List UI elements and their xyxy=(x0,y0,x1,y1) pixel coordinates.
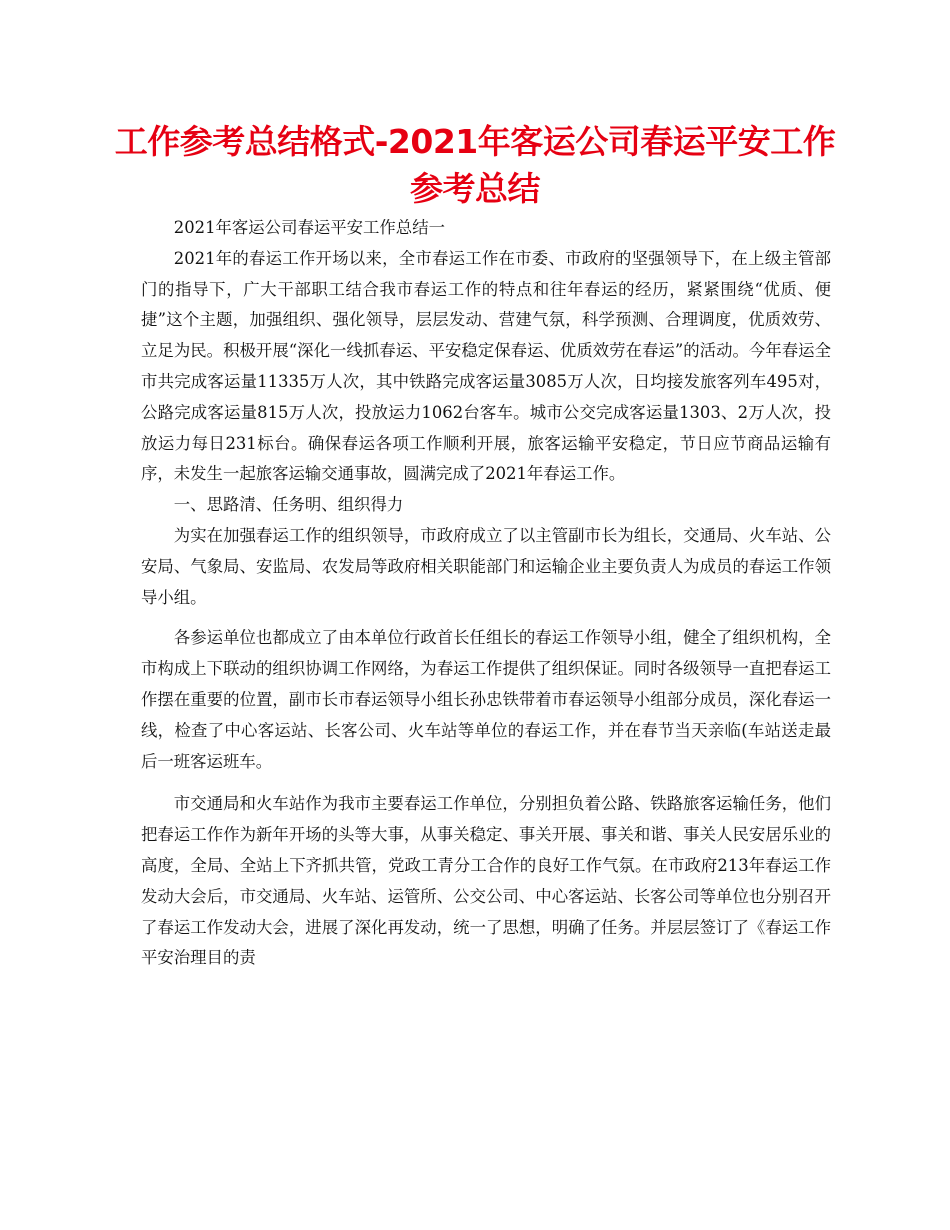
section-heading: 一、思路清、任务明、组织得力 xyxy=(173,495,404,515)
document-title: 工作参考总结格式-2021年客运公司春运平安工作参考总结 xyxy=(114,122,836,208)
body-paragraph: 为实在加强春运工作的组织领导，市政府成立了以主管副市长为组长，交通局、火车站、公安局、气象局、安监局、农发局等政府相关职能部门和运输企业主要负责人为成员的春运工作领导小组。 xyxy=(141,525,831,607)
body-paragraph: 市交通局和火车站作为我市主要春运工作单位，分别担负着公路、铁路旅客运输任务，他们把春运工作作为新年开场的头等大事，从事关稳定、事关开展、事关和谐、事关人民安居乐业的高度，全局、全站上下齐抓共管，党政工青分工合作的良好工作气氛。在市政府213年春运工作发动大会后，市交通局、火车站、运管所、公交公司、中心客运站、长客公司等单位也分别召开了春运工作发动大会，进展了深化再发动，统一了思想，明确了任务。并层层签订了《春运工作平安治理目的责 xyxy=(141,794,831,968)
body-paragraph: 各参运单位也都成立了由本单位行政首长任组长的春运工作领导小组，健全了组织机构，全市构成上下联动的组织协调工作网络，为春运工作提供了组织保证。同时各级领导一直把春运工作摆在重要的位置，副市长市春运领导小组长孙忠铁带着市春运领导小组部分成员，深化春运一线，检查了中心客运站、长客公司、火车站等单位的春运工作，并在春节当天亲临(车站送走最后一班客运班车。 xyxy=(141,628,831,771)
document-body xyxy=(141,213,831,974)
body-paragraph: 2021年的春运工作开场以来，全市春运工作在市委、市政府的坚强领导下，在上级主管部门的指导下，广大干部职工结合我市春运工作的特点和往年春运的经历，紧紧围绕“优质、便捷”这个主题，加强组织、强化领导，层层发动、营建气氛，科学预测、合理调度，优质效劳、立足为民。积极开展“深化一线抓春运、平安稳定保春运、优质效劳在春运”的活动。今年春运全市共完成客运量11335万人次，其中铁路完成客运量3085万人次，日均接发旅客列车495对，公路完成客运量815万人次，投放运力1062台客车。城市公交完成客运量1303、2万人次，投放运力每日231标台。确保春运各项工作顺利开展，旅客运输平安稳定，节日应节商品运输有序，未发生一起旅客运输交通事故，圆满完成了2021年春运工作。 xyxy=(141,248,831,484)
section-heading: 2021年客运公司春运平安工作总结一 xyxy=(173,218,445,237)
